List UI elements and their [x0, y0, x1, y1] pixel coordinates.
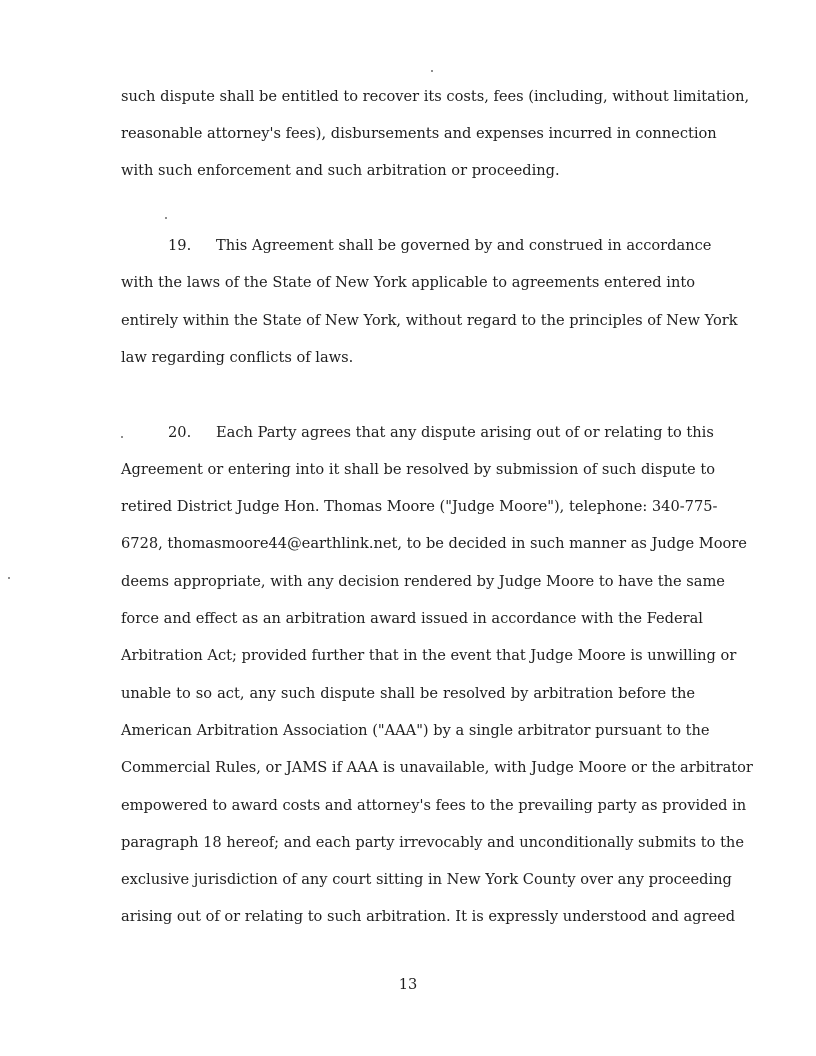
scan-speck	[165, 217, 167, 219]
paragraph-number: 20.	[168, 424, 192, 441]
scan-speck	[8, 577, 10, 579]
paragraph-first-line	[168, 422, 714, 444]
text-line: deems appropriate, with any decision rendered by Judge Moore to have the same	[121, 573, 725, 590]
text-line: with such enforcement and such arbitration or proceeding.	[121, 162, 560, 179]
text-line: law regarding conflicts of laws.	[121, 349, 354, 366]
text-line: arising out of or relating to such arbitration. It is expressly understood and agreed	[121, 908, 736, 925]
text-line: entirely within the State of New York, without regard to the principles of New York	[121, 312, 738, 329]
scan-speck	[431, 70, 433, 72]
paragraph-first-line	[168, 235, 712, 257]
scan-speck	[121, 436, 123, 438]
text-line: Commercial Rules, or JAMS if AAA is unavailable, with Judge Moore or the arbitrator	[121, 759, 753, 776]
text-line: Agreement or entering into it shall be resolved by submission of such dispute to	[121, 461, 715, 478]
text-line: with the laws of the State of New York applicable to agreements entered into	[121, 274, 695, 291]
text-line: unable to so act, any such dispute shall be resolved by arbitration before the	[121, 685, 695, 702]
page-number: 13	[398, 976, 418, 993]
text-line: reasonable attorney's fees), disbursements and expenses incurred in connection	[121, 125, 717, 142]
text-line: Arbitration Act; provided further that in the event that Judge Moore is unwilling or	[121, 647, 737, 664]
text-line: such dispute shall be entitled to recover its costs, fees (including, without limitation,	[121, 88, 750, 105]
text-line: This Agreement shall be governed by and construed in accordance	[216, 237, 712, 254]
text-line: Each Party agrees that any dispute arising out of or relating to this	[216, 424, 714, 441]
text-line: American Arbitration Association ("AAA") by a single arbitrator pursuant to the	[121, 722, 710, 739]
text-line: 6728, thomasmoore44@earthlink.net, to be decided in such manner as Judge Moore	[121, 535, 747, 552]
text-line: paragraph 18 hereof; and each party irrevocably and unconditionally submits to the	[121, 834, 744, 851]
text-line: force and effect as an arbitration award issued in accordance with the Federal	[121, 610, 703, 627]
text-line: empowered to award costs and attorney's fees to the prevailing party as provided in	[121, 797, 747, 814]
text-line: exclusive jurisdiction of any court sitting in New York County over any proceeding	[121, 871, 732, 888]
text-line: retired District Judge Hon. Thomas Moore ("Judge Moore"), telephone: 340-775-	[121, 498, 718, 515]
paragraph-number: 19.	[168, 237, 192, 254]
